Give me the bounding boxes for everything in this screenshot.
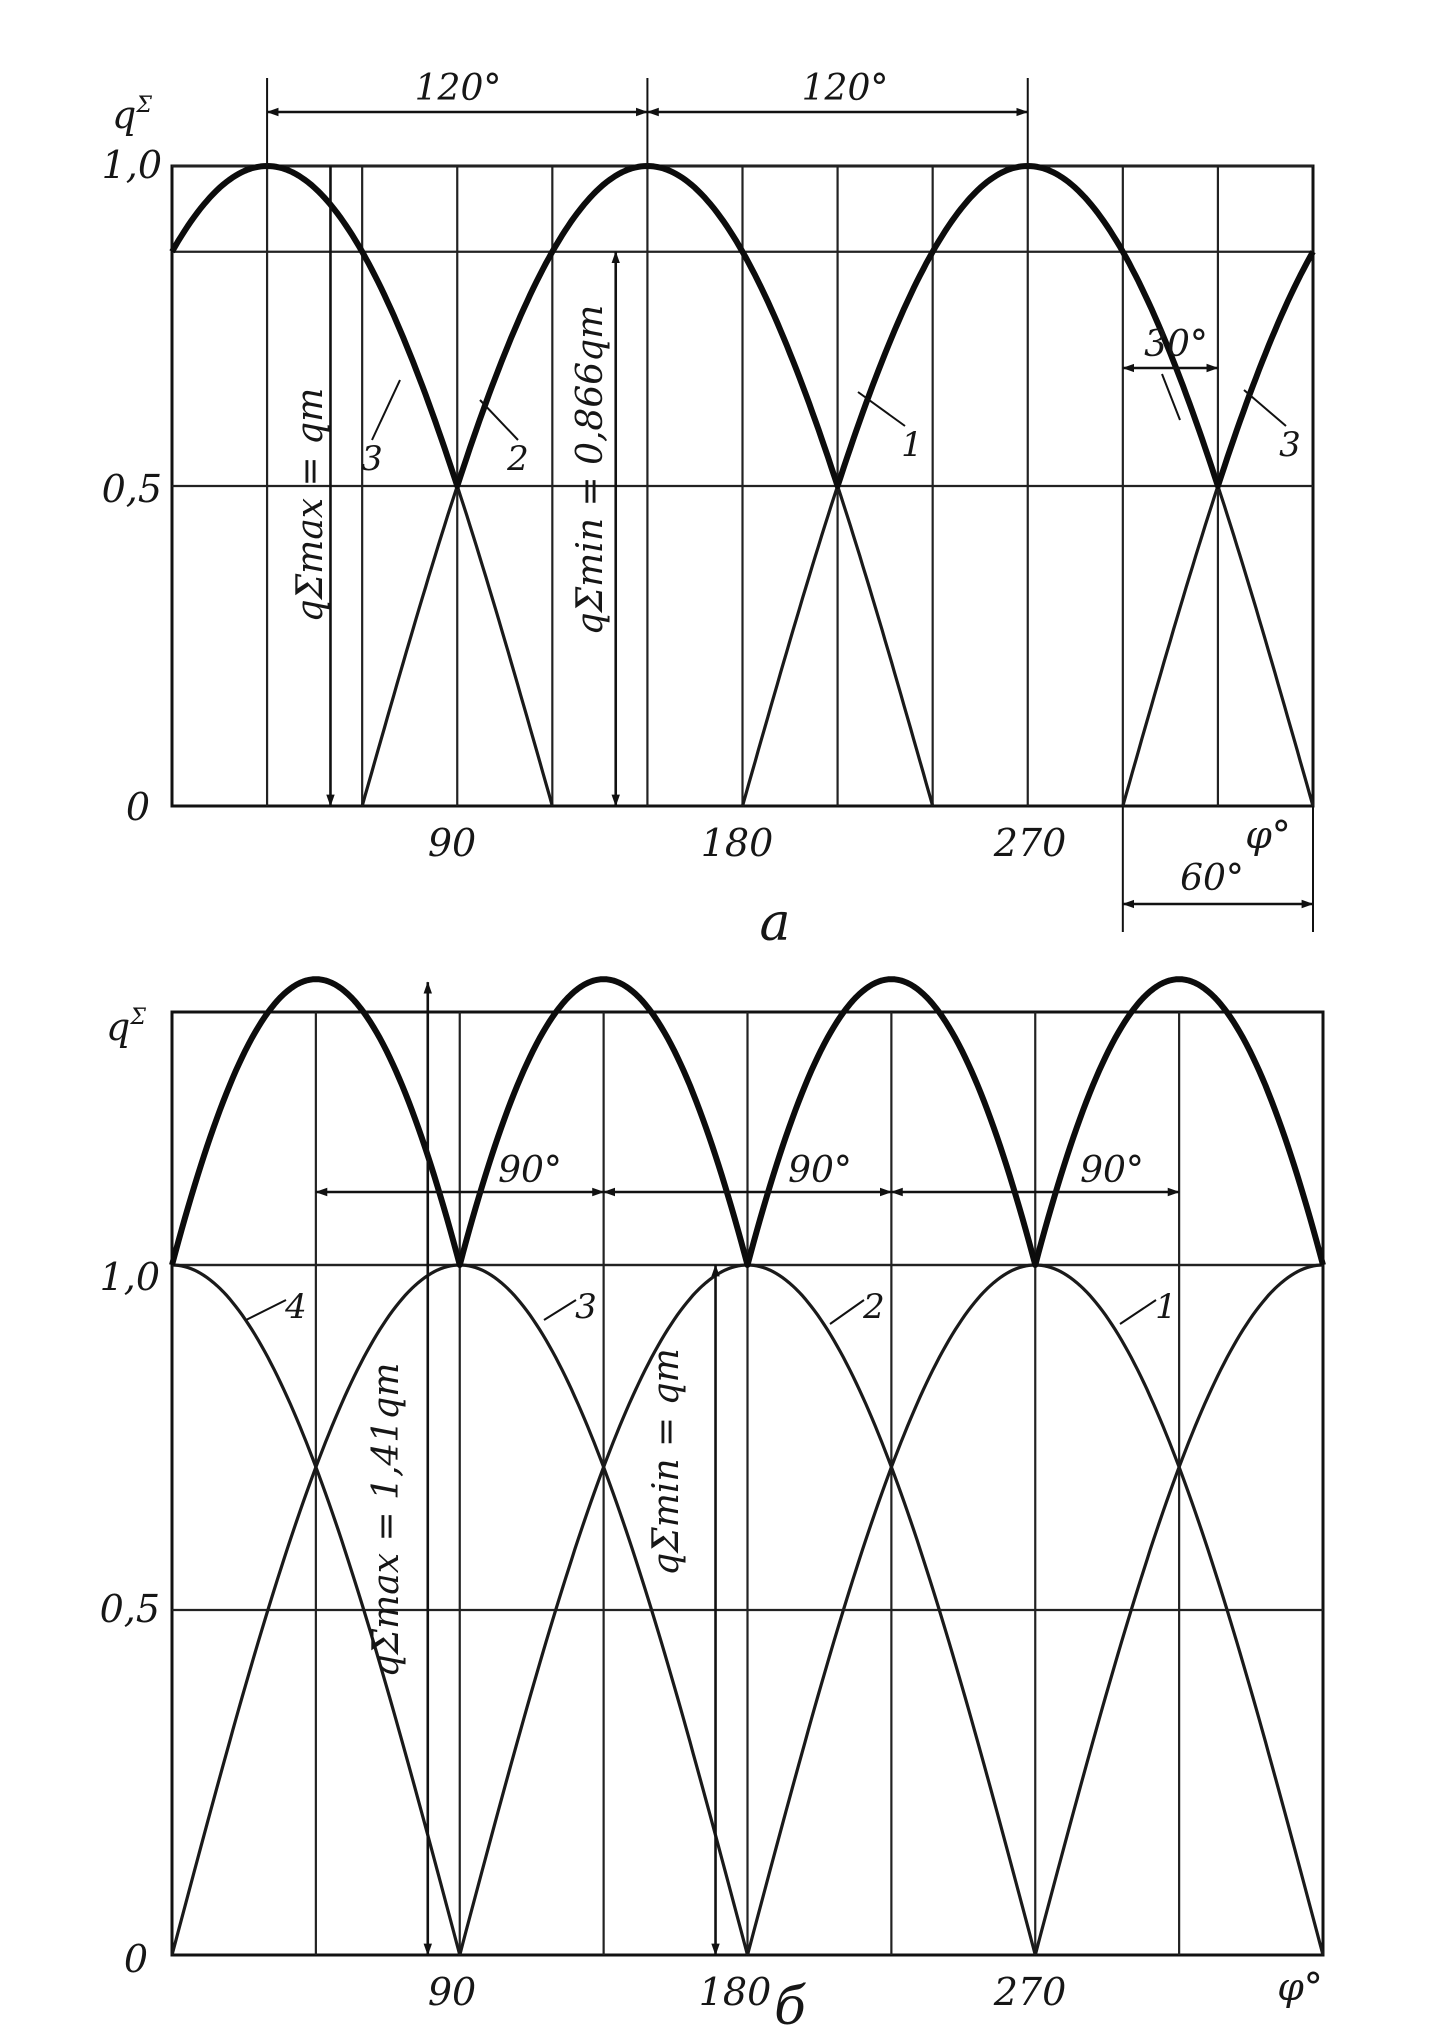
panel-b-grid <box>172 1012 1323 1955</box>
panel-a-span-120-left-label: 120° <box>414 68 502 109</box>
panel-b-caption: б <box>774 1977 806 2027</box>
panel-b-x-axis-label: φ° <box>1277 1965 1323 2009</box>
panel-b-qmin-label: qΣmin = qm <box>646 1348 687 1576</box>
panel-b-label-leader <box>544 1300 576 1320</box>
panel-a-label-leader <box>372 380 400 440</box>
panel-a-y-tick-0: 0 <box>125 785 150 829</box>
panel-a-curve-label-1: 1 <box>901 425 923 465</box>
panel-b-qmax-label: qΣmax = 1,41qm <box>366 1362 407 1678</box>
panel-b-y-tick-05: 0,5 <box>99 1587 160 1631</box>
panel-a-span-120-right-label: 120° <box>801 68 889 109</box>
panel-b-y-axis-label: $q^\Sigma$ <box>106 1005 146 1049</box>
panel-b-x-tick-180: 180 <box>698 1970 772 2014</box>
panel-a-curve-label-3-left: 3 <box>361 439 383 479</box>
panel-b-curve-label-4: 4 <box>285 1287 307 1327</box>
panel-a-qmax-label: qΣmax = qm <box>290 387 331 623</box>
panel-a-grid <box>172 166 1313 806</box>
panel-b-label-leader <box>246 1300 286 1320</box>
panel-a-x-tick-90: 90 <box>427 821 477 865</box>
panel-a-x-tick-180: 180 <box>700 821 774 865</box>
panel-a-label-leader <box>1162 374 1180 420</box>
panel-a-curve-label-2: 2 <box>507 439 529 479</box>
panel-b-span-90-3-label: 90° <box>1080 1150 1144 1191</box>
panel-a-y-tick-05: 0,5 <box>101 467 162 511</box>
panel-a-span-30-label: 30° <box>1144 324 1208 365</box>
panel-a-y-axis-label: $q^\Sigma$ <box>112 93 152 137</box>
panel-b-span-90-2-label: 90° <box>788 1150 852 1191</box>
panel-b-curve-label-2: 2 <box>863 1287 885 1327</box>
panel-a-y-tick-1: 1,0 <box>101 143 162 187</box>
panel-b-curve-label-3: 3 <box>575 1287 597 1327</box>
panel-a-span-60-label: 60° <box>1180 858 1244 899</box>
panel-b-chart <box>100 979 1323 2027</box>
panel-b-y-tick-1: 1,0 <box>99 1255 160 1299</box>
panel-a-dimensions <box>267 78 1313 932</box>
panel-b-curve-label-1: 1 <box>1155 1287 1177 1327</box>
panel-b-curve-labels <box>284 1287 1177 1327</box>
panel-b-span-90-1-label: 90° <box>498 1150 562 1191</box>
panel-b-label-leader <box>1120 1300 1156 1324</box>
panel-b-y-tick-0: 0 <box>123 1937 148 1981</box>
panel-a-chart <box>102 68 1313 953</box>
panel-b-x-tick-90: 90 <box>427 1970 477 2014</box>
panel-a-caption: а <box>759 893 791 953</box>
panel-a-curve-label-3-right: 3 <box>1279 425 1301 465</box>
panel-a-x-tick-270: 270 <box>993 821 1067 865</box>
panel-a-x-axis-label: φ° <box>1245 813 1291 857</box>
panel-a-label-leader <box>480 400 518 440</box>
panel-a-label-leader <box>1244 390 1286 426</box>
panel-a-qmin-label: qΣmin = 0,866qm <box>570 304 611 636</box>
panel-b-x-tick-270: 270 <box>993 1970 1067 2014</box>
panel-b-label-leader <box>830 1300 864 1324</box>
